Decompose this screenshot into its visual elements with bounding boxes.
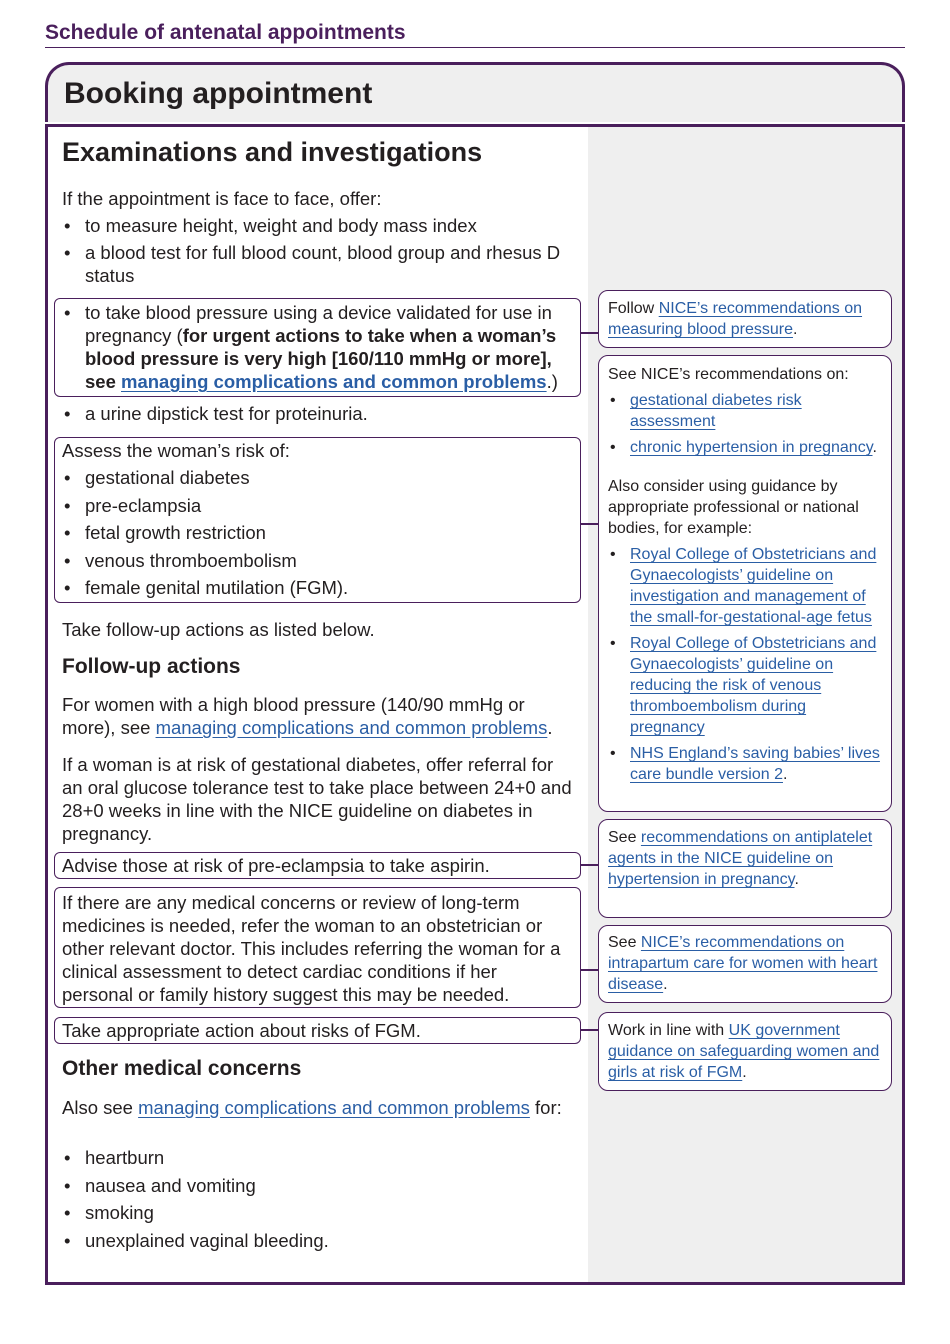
medical-concerns-text: If there are any medical concerns or review of long-term medicines is needed, refer the woman to an obstetrician or other relevant doctor. This includes referring the woman for a clinical assessment to detect cardiac conditions if her personal or family history suggest this may be needed.: [62, 892, 561, 1005]
rcog-vte-link[interactable]: Royal College of Obstetricians and Gynaecologists’ guideline on reducing the risk of venous thromboembolism during pregnancy: [630, 635, 877, 736]
high-bp-text: For women with a high blood pressure (140/90 mmHg or more), see managing complications and common problems.: [62, 694, 553, 738]
sidebar-risk-intro: See NICE’s recommendations on:: [608, 366, 849, 383]
fgm-box: [54, 1017, 581, 1044]
list-item: [608, 390, 883, 432]
list-item: • to measure height, weight and body mass index: [62, 214, 574, 237]
offer-list: [62, 214, 574, 287]
nhs-saving-babies-link[interactable]: NHS England’s saving babies’ lives care bundle version 2: [630, 745, 880, 783]
other-heading: Other medical concerns: [62, 1057, 302, 1080]
list-item: • unexplained vaginal bleeding.: [62, 1229, 574, 1252]
followup-note: Take follow-up actions as listed below.: [62, 619, 375, 640]
other-list: [62, 1146, 574, 1252]
intrapartum-care-link[interactable]: NICE’s recommendations on intrapartum care for women with heart disease: [608, 934, 878, 993]
sidebar-bp-box: [598, 290, 892, 348]
sidebar-fgm-box: [598, 1012, 892, 1091]
section-title: Booking appointment: [64, 77, 373, 110]
nice-links-list: [608, 390, 883, 458]
bp-text: to take blood pressure using a device validated for use in pregnancy (: [85, 302, 552, 346]
managing-complications-link[interactable]: managing complications and common problems: [138, 1097, 530, 1118]
aspirin-text: Advise those at risk of pre-eclampsia to take aspirin.: [62, 855, 490, 876]
bp-text-end: .): [546, 371, 558, 392]
intro-text: If the appointment is face to face, offer:: [62, 188, 382, 209]
list-item: [608, 633, 883, 738]
connector-line: [580, 523, 598, 525]
list-item: • NHS England’s saving babies’ lives care bundle version 2.: [608, 743, 883, 785]
list-item: • fetal growth restriction: [62, 521, 572, 544]
bp-list: [62, 301, 572, 393]
connector-line: [580, 332, 598, 334]
assess-intro: Assess the woman’s risk of:: [62, 440, 290, 461]
list-item: • gestational diabetes: [62, 466, 572, 489]
assess-list: [62, 466, 572, 599]
gestational-diabetes-text: If a woman is at risk of gestational diabetes, offer referral for an oral glucose tolerance test to take place between 24+0 and 28+0 weeks in line with the NICE guideline on diabetes in pregnancy.: [62, 754, 572, 844]
aspirin-box: [54, 852, 581, 879]
rcog-sga-link[interactable]: Royal College of Obstetricians and Gynaecologists’ guideline on investigation and management of the small-for-gestational-age fetus: [630, 546, 877, 626]
bp-urgent-text: for urgent actions to take when a woman’s blood pressure is very high [160/110 mmHg or more], see: [85, 325, 557, 392]
antiplatelet-link[interactable]: recommendations on antiplatelet agents in the NICE guideline on hypertension in pregnancy: [608, 829, 873, 888]
also-see-text: Also see managing complications and common problems for:: [62, 1097, 562, 1118]
connector-line: [580, 864, 598, 866]
list-item: [62, 301, 572, 393]
other-links-list: [608, 544, 883, 785]
sidebar-cardiac-text: See NICE’s recommendations on intrapartum care for women with heart disease.: [608, 934, 878, 993]
managing-complications-link[interactable]: managing complications and common problems: [121, 371, 547, 392]
managing-complications-link[interactable]: managing complications and common problems: [155, 717, 548, 738]
urine-list: [62, 402, 574, 425]
list-item: • pre-eclampsia: [62, 494, 572, 517]
section-tab: [45, 62, 905, 122]
risk-box: [54, 437, 581, 603]
list-item: • a blood test for full blood count, blood group and rhesus D status: [62, 241, 574, 287]
exam-heading: Examinations and investigations: [62, 137, 483, 167]
sidebar-aspirin-box: [598, 819, 892, 918]
list-item: • heartburn: [62, 1146, 574, 1169]
list-item: [608, 544, 883, 628]
sidebar-aspirin-text: See recommendations on antiplatelet agents in the NICE guideline on hypertension in pregnancy.: [608, 829, 873, 888]
sidebar-also-text: Also consider using guidance by appropriate professional or national bodies, for example:: [608, 478, 859, 537]
bp-box: [54, 298, 581, 397]
measuring-bp-link[interactable]: NICE’s recommendations on measuring blood pressure: [608, 300, 863, 338]
fgm-safeguarding-link[interactable]: UK government guidance on safeguarding women and girls at risk of FGM: [608, 1022, 880, 1081]
list-item: • a urine dipstick test for proteinuria.: [62, 402, 574, 425]
gestational-diabetes-link[interactable]: gestational diabetes risk assessment: [630, 392, 802, 430]
list-item: • chronic hypertension in pregnancy.: [608, 437, 883, 458]
list-item: • nausea and vomiting: [62, 1174, 574, 1197]
page-title: Schedule of antenatal appointments: [45, 20, 905, 48]
connector-line: [580, 1029, 598, 1031]
list-item: • smoking: [62, 1201, 574, 1224]
medical-concerns-box: [54, 887, 581, 1008]
chronic-hypertension-link[interactable]: chronic hypertension in pregnancy: [630, 439, 873, 456]
sidebar-fgm-text: Work in line with UK government guidance on safeguarding women and girls at risk of FGM.: [608, 1022, 880, 1081]
fgm-text: Take appropriate action about risks of FGM.: [62, 1020, 421, 1041]
sidebar-cardiac-box: [598, 925, 892, 1003]
sidebar-bp-text: Follow NICE’s recommendations on measuring blood pressure.: [608, 300, 863, 338]
list-item: • female genital mutilation (FGM).: [62, 576, 572, 599]
sidebar-risk-box: [598, 355, 892, 812]
list-item: • venous thromboembolism: [62, 549, 572, 572]
followup-heading: Follow-up actions: [62, 655, 241, 678]
connector-line: [580, 969, 598, 971]
